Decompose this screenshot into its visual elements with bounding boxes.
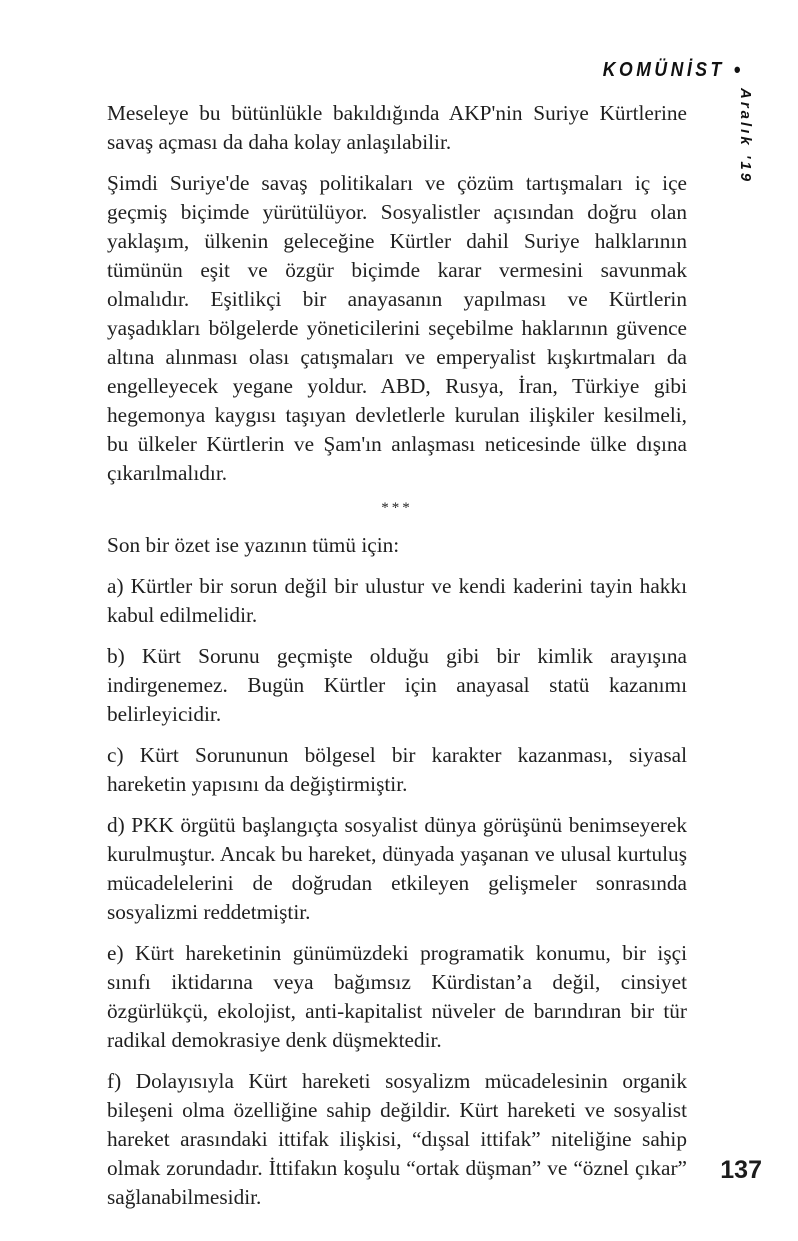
summary-item: d) PKK örgütü başlangıçta sosyalist dünya görüşünü benimseyerek kurulmuştur. Ancak bu hareket, dünyada yaşanan ve ulusal kurtuluş mücadelelerini de doğrudan etkileyen gelişmeler sonrasında sosyalizmi reddetmiştir. xyxy=(107,813,687,924)
summary-item: c) Kürt Sorununun bölgesel bir karakter kazanması, siyasal hareketin yapısını da değiştirmiştir. xyxy=(107,743,687,796)
summary-item: e) Kürt hareketinin günümüzdeki programatik konumu, bir işçi sınıfı iktidarına veya bağımsız Kürdistan’a değil, cinsiyet özgürlükçü, ekolojist, anti-kapitalist nüveler de barındıran bir tür radikal demokrasiye denk düşmektedir. xyxy=(107,941,687,1052)
summary-item: a) Kürtler bir sorun değil bir ulustur ve kendi kaderini tayin hakkı kabul edilmelidir. xyxy=(107,574,687,627)
journal-title: KOMÜNİST xyxy=(602,58,725,81)
summary-heading: Son bir özet ise yazının tümü için: xyxy=(107,533,400,557)
page-number: 137 xyxy=(720,1156,762,1184)
issue-date-vertical: Aralık '19 xyxy=(737,88,754,185)
summary-item: b) Kürt Sorunu geçmişte olduğu gibi bir kimlik arayışına indirgenemez. Bugün Kürtler için anayasal statü kazanımı belirleyicidir. xyxy=(107,644,687,726)
section-separator: *** xyxy=(381,500,413,516)
paragraph: Meseleye bu bütünlükle bakıldığında AKP'nin Suriye Kürtlerine savaş açması da daha kolay anlaşılabilir. xyxy=(107,101,687,154)
article-body xyxy=(107,99,687,1224)
bullet-separator-icon: • xyxy=(733,57,740,82)
summary-item: f) Dolayısıyla Kürt hareketi sosyalizm mücadelesinin organik bileşeni olma özelliğine sahip değildir. Kürt hareketi ve sosyalist hareket arasındaki ittifak ilişkisi, “dışsal ittifak” niteliğine sahip olmak zorundadır. İttifakın koşulu “ortak düşman” ve “öznel çıkar” sağlanabilmesidir. xyxy=(107,1069,687,1209)
paragraph: Şimdi Suriye'de savaş politikaları ve çözüm tartışmaları iç içe geçmiş biçimde yürütülüyor. Sosyalistler açısından doğru olan yaklaşım, ülkenin geleceğine Kürtler dahil Suriye halklarının tümünün eşit ve özgür biçimde karar vermesini savunmak olmalıdır. Eşitlikçi bir anayasanın yapılması ve Kürtlerin yaşadıkları bölgelerde yöneticilerini seçebilme haklarının güvence altına alınması olası çatışmaları ve emperyalist kışkırtmaları da engelleyecek yegane yoldur. ABD, Rusya, İran, Türkiye gibi hegemonya kaygısı taşıyan devletlerle kurulan ilişkiler kesilmeli, bu ülkeler Kürtlerin ve Şam'ın anlaşması neticesinde ülke dışına çıkarılmalıdır. xyxy=(107,171,687,485)
journal-header xyxy=(602,57,740,83)
